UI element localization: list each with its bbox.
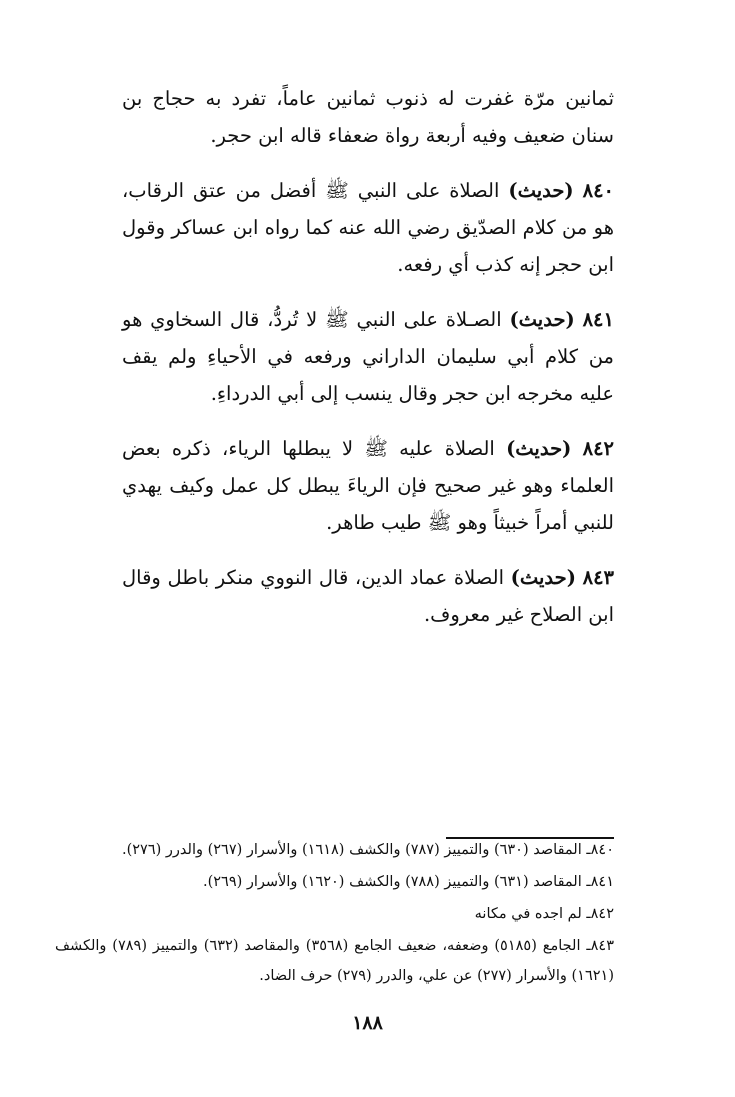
entry-841 <box>122 301 614 412</box>
entry-text: الصلاة على النبي ﷺ أفضل من عتق الرقاب، هو من كلام الصدّيق رضي الله عنه كما رواه ابن عساكر وقول ابن حجر إنه كذب أي رفعه. <box>122 179 614 276</box>
footnote-842: ٨٤٢ـ لم اجده في مكانه <box>474 906 614 922</box>
hadith-label: (حديث) <box>508 179 574 202</box>
footnote-843: ٨٤٣ـ الجامع (٥١٨٥) وضعفه، ضعيف الجامع (٣٥٦٨) والمقاصد (٦٣٢) والتمييز (٧٨٩) والكشف (١٦٢١) والأسرار (٢٧٧) عن علي، والدرر (٢٧٩) حرف الضاد. <box>55 938 615 984</box>
page-number: ١٨٨ <box>352 1012 383 1034</box>
entry-text: الصلاة عليه ﷺ لا يبطلها الرياء، ذكره بعض العلماء وهو غير صحيح فإن الرياءَ يبطل كل عمل وكيف يهدي للنبي أمراً خبيثاً وهو ﷺ طيب طاهر. <box>122 437 614 534</box>
footnote-840: ٨٤٠ـ المقاصد (٦٣٠) والتمييز (٧٨٧) والكشف (١٦١٨) والأسرار (٢٦٧) والدرر (٢٧٦). <box>121 842 614 858</box>
entry-840 <box>122 172 614 283</box>
entry-number: ٨٤١ <box>582 308 614 331</box>
footnote-841: ٨٤١ـ المقاصد (٦٣١) والتمييز (٧٨٨) والكشف (١٦٢٠) والأسرار (٢٦٩). <box>202 874 614 890</box>
main-text <box>122 80 614 651</box>
hadith-label: (حديث) <box>509 308 575 331</box>
intro-paragraph: ثمانين مرّة غفرت له ذنوب ثمانين عاماً، تفرد به حجاج بن سنان ضعيف وفيه أربعة رواة ضعفاء قاله ابن حجر. <box>122 87 614 147</box>
entry-number: ٨٤٢ <box>582 437 615 460</box>
entry-842 <box>122 430 614 541</box>
entry-843 <box>122 559 614 633</box>
entry-number: ٨٤٠ <box>582 179 615 202</box>
entry-text: الصلاة عماد الدين، قال النووي منكر باطل وقال ابن الصلاح غير معروف. <box>122 566 614 626</box>
entry-text: الصـلاة على النبي ﷺ لا تُردُّ، قال السخاوي هو من كلام أبي سليمان الداراني ورفعه في الأحياءِ ولم يقف عليه مخرجه ابن حجر وقال ينسب إلى أبي الدرداءِ. <box>122 308 614 405</box>
hadith-label: (حديث) <box>510 566 576 589</box>
footnotes <box>55 835 614 993</box>
entry-number: ٨٤٣ <box>582 566 615 589</box>
hadith-label: (حديث) <box>506 437 572 460</box>
